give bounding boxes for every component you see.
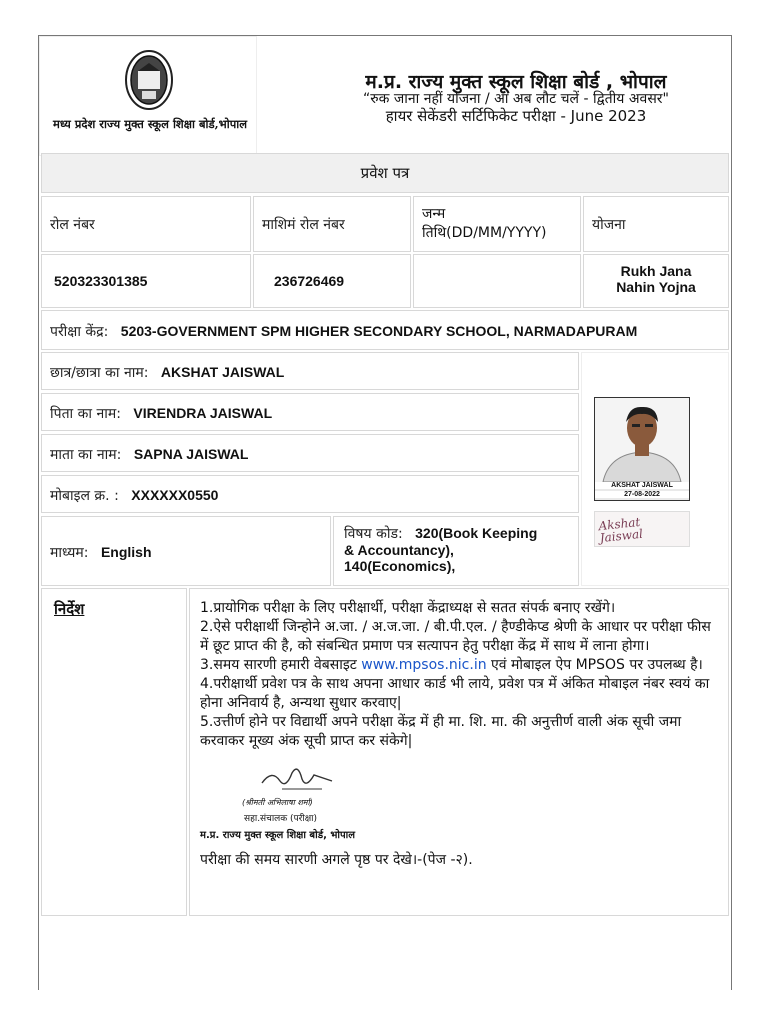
mobile-cell — [41, 475, 579, 513]
instruction-1: 1.प्रायोगिक परीक्षा के लिए परीक्षार्थी, परीक्षा केंद्राध्यक्ष से सतत संपर्क बनाए रखेंगे। — [200, 600, 616, 616]
signatory-org: म.प्र. राज्य मुक्त स्कूल शिक्षा बोर्ड, भोपाल — [200, 830, 356, 841]
roll-value: 520323301385 — [54, 273, 148, 289]
mobile-label: मोबाइल क्र. : — [50, 488, 119, 504]
student-name-value: AKSHAT JAISWAL — [160, 364, 285, 380]
instruction-3-prefix: 3.समय सारणी हमारी वेबसाइट — [200, 657, 357, 673]
signatory-title: सहा.संचालक (परीक्षा) — [244, 814, 317, 824]
scheme-value-cell — [583, 254, 729, 308]
scheme-value-line1: Rukh Jana — [620, 263, 692, 279]
dob-label-cell — [413, 196, 581, 252]
photo-name-caption: AKSHAT JAISWAL — [595, 482, 689, 489]
exam-center-cell — [41, 310, 729, 350]
section-title: प्रवेश पत्र — [360, 164, 410, 182]
scheme-value-line2: Nahin Yojna — [616, 279, 696, 295]
section-title-cell — [41, 153, 729, 193]
board-title: म.प्र. राज्य मुक्त स्कूल शिक्षा बोर्ड , भोपाल — [365, 71, 667, 93]
student-name-label: छात्र/छात्रा का नाम: — [50, 365, 149, 381]
mother-name-cell — [41, 434, 579, 472]
signatory-name: (श्रीमती अभिलाषा शर्मा) — [242, 798, 313, 807]
board-emblem-icon — [124, 49, 174, 111]
subject-value-line2: & Accountancy), — [344, 542, 454, 558]
mashim-roll-label-cell — [253, 196, 411, 252]
student-photo — [594, 397, 690, 501]
student-portrait-icon — [595, 398, 689, 482]
student-name-cell — [41, 352, 579, 390]
mashim-roll-value: 236726469 — [274, 273, 345, 289]
father-name-cell — [41, 393, 579, 431]
footer-note: परीक्षा की समय सारणी अगले पृष्ठ पर देखे।-(पेज -२). — [200, 852, 473, 868]
website-link[interactable]: www.mpsos.nic.in — [361, 657, 487, 673]
photo-date-caption: 27-08-2022 — [595, 491, 689, 498]
student-signature — [594, 511, 690, 547]
official-signature-block — [200, 757, 718, 853]
roll-value-cell — [41, 254, 251, 308]
instruction-5: 5.उत्तीर्ण होने पर विद्यार्थी अपने परीक्षा केंद्र में ही मा. शि. मा. की अनुत्तीर्ण वाली अंक सूची जमा करवाकर मूख्य अंक सूची प्राप्त कर संकेगे| — [200, 714, 682, 749]
father-name-value: VIRENDRA JAISWAL — [133, 405, 273, 421]
scheme-label: योजना — [592, 217, 626, 233]
subject-value-line3: 140(Economics), — [344, 558, 456, 574]
instructions-heading: निर्देश — [54, 600, 85, 618]
medium-cell — [41, 516, 331, 586]
dob-value-cell — [413, 254, 581, 308]
subject-label: विषय कोड: — [344, 526, 403, 542]
exam-center-label: परीक्षा केंद्र: — [50, 324, 109, 340]
admit-card — [38, 35, 732, 990]
org-caption: मध्य प्रदेश राज्य मुक्त स्कूल शिक्षा बोर्ड,भोपाल — [52, 117, 248, 131]
medium-value: English — [100, 544, 152, 560]
exam-center-value: 5203-GOVERNMENT SPM HIGHER SECONDARY SCHOOL, NARMADAPURAM — [120, 323, 638, 339]
official-signature-icon — [252, 759, 342, 795]
subject-value-line1: 320(Book Keeping — [415, 525, 538, 541]
photo-cell — [581, 352, 729, 586]
subject-cell — [333, 516, 579, 586]
instruction-3-suffix: एवं मोबाइल ऐप MPSOS पर उपलब्ध है। — [491, 657, 703, 673]
instructions-heading-cell — [41, 588, 187, 916]
dob-label-line2: तिथि(DD/MM/YYYY) — [422, 225, 547, 241]
father-name-label: पिता का नाम: — [50, 406, 121, 422]
medium-label: माध्यम: — [50, 545, 89, 561]
signature-text: Akshat Jaiswal — [597, 514, 644, 546]
mother-name-label: माता का नाम: — [50, 447, 122, 463]
roll-label-cell — [41, 196, 251, 252]
scheme-label-cell — [583, 196, 729, 252]
mobile-value: XXXXXX0550 — [131, 487, 219, 503]
scheme-tagline: “रुक जाना नहीं योजना / आ अब लौट चलें - द्वितीय अवसर" — [363, 91, 669, 107]
mashim-roll-value-cell — [253, 254, 411, 308]
dob-label-line1: जन्म — [422, 206, 446, 222]
instructions-cell — [189, 588, 729, 916]
instruction-2: 2.ऐसे परीक्षार्थी जिन्होने अ.जा. / अ.ज.जा. / बी.पी.एल. / हैण्डीकेप्ड श्रेणी के आधार पर परीक्षा फीस में छूट प्राप्त की है, को संबन्धित प्रमाण पत्र सत्यापन हेतु परीक्षा केंद्र में साथ में लाना होगा। — [200, 619, 711, 654]
instruction-4: 4.परीक्षार्थी प्रवेश पत्र के साथ अपना आधार कार्ड भी लाये, प्रवेश पत्र में अंकित मोबाइल नंबर स्वयं का होना अनिवार्य है, अन्यथा सुधार करवाए| — [200, 676, 710, 711]
exam-name: हायर सेकेंडरी सर्टिफिकेट परीक्षा - June 2023 — [385, 107, 647, 125]
mother-name-value: SAPNA JAISWAL — [133, 446, 249, 462]
mashim-roll-label: माशिमं रोल नंबर — [262, 217, 345, 233]
logo-cell — [39, 36, 257, 156]
instruction-3 — [200, 656, 718, 675]
roll-label: रोल नंबर — [50, 217, 95, 233]
